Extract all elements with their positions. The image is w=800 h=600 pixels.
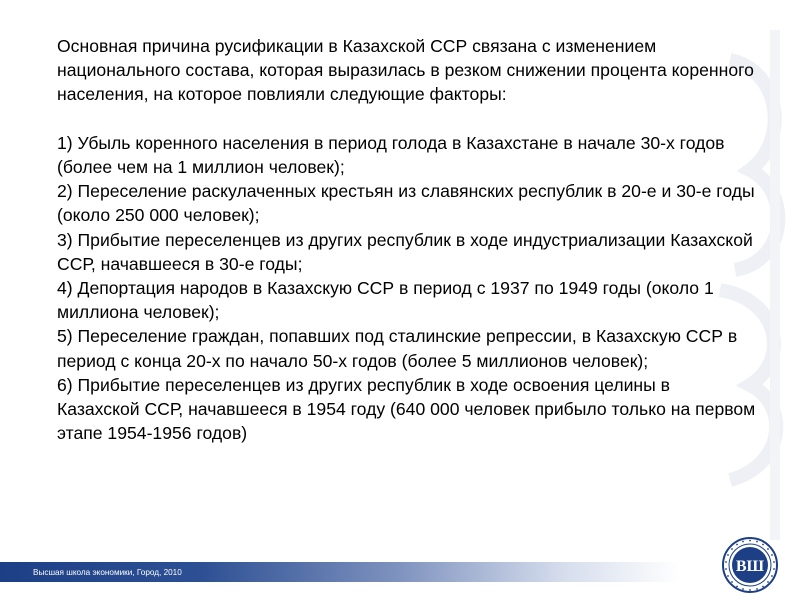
intro-paragraph: Основная причина русификации в Казахской ССР связана с изменением национального состава, которая выразилась в резком снижении процента коренного населения, на которое повлияли следующие факторы:: [57, 36, 754, 105]
footer-text: Высшая школа экономики, Город, 2010: [33, 568, 182, 577]
factor-item: 2) Переселение раскулаченных крестьян из славянских республик в 20-е и 30-е годы (около 250 000 человек);: [57, 181, 755, 226]
factor-item: 1) Убыль коренного населения в период голода в Казахстане в начале 30-х годов (более чем на 1 миллион человек);: [57, 132, 725, 177]
factor-item: 6) Прибытие переселенцев из других республик в ходе освоения целины в Казахской ССР, начавшееся в 1954 году (640 000 человек прибыло только на первом этапе 1954-1956 годов): [57, 374, 756, 444]
factor-item: 4) Депортация народов в Казахскую ССР в период с 1937 по 1949 годы (около 1 миллиона человек);: [57, 278, 714, 323]
factor-item: 5) Переселение граждан, попавших под сталинские репрессии, в Казахскую ССР в период с конца 20-х по начало 50-х годов (более 5 миллионов человек);: [57, 326, 738, 371]
hse-emblem-icon: [721, 536, 779, 594]
logo-monogram: ВШ: [735, 558, 765, 575]
factor-item: 3) Прибытие переселенцев из других республик в ходе индустриализации Казахской ССР, начавшееся в 30-е годы;: [57, 229, 753, 274]
slide-body: [57, 34, 757, 445]
